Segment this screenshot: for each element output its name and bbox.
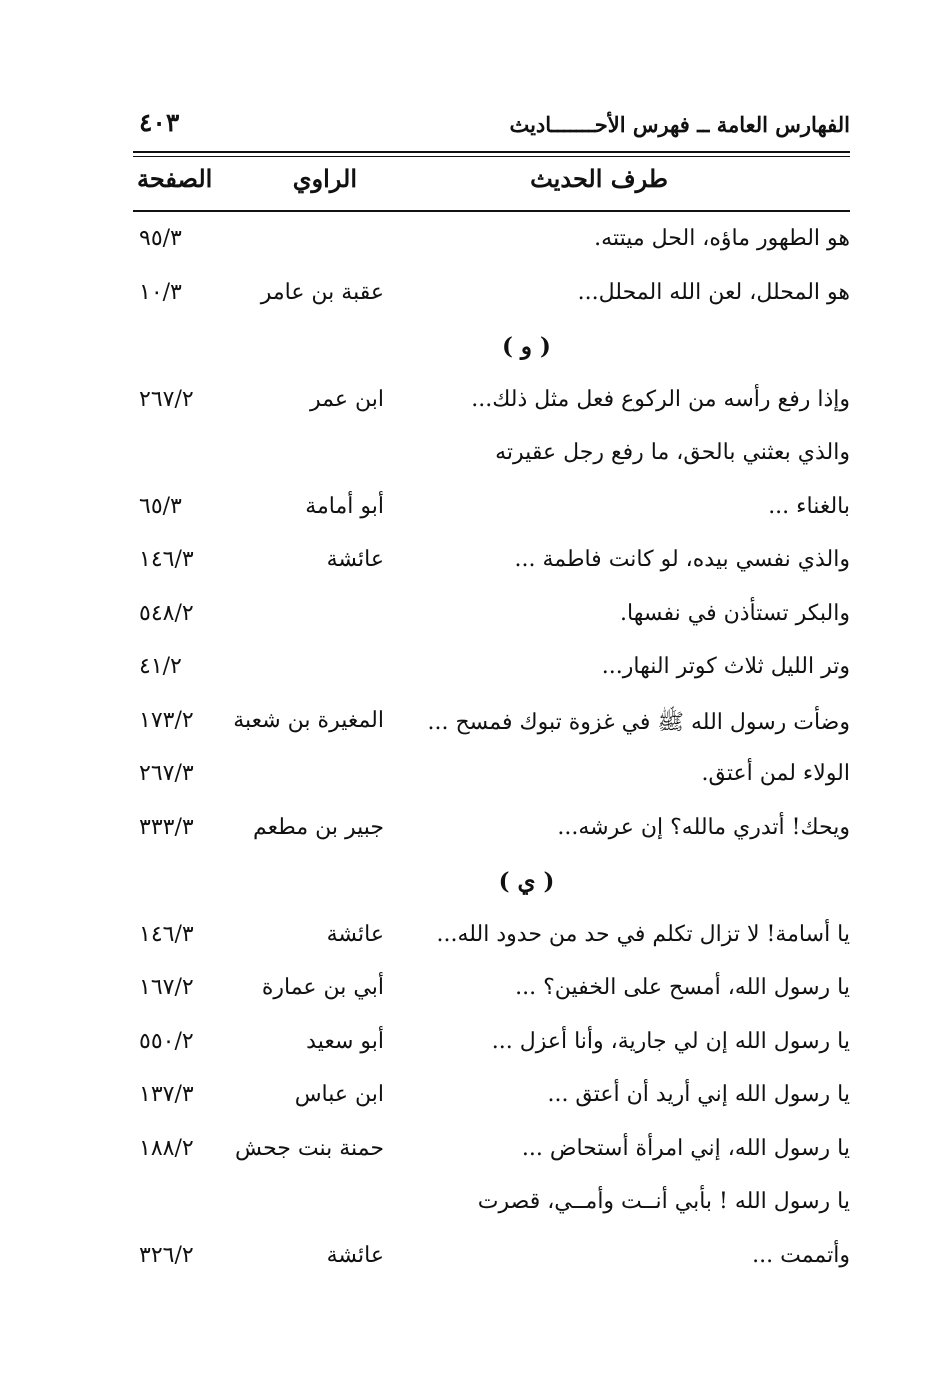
page-ref: ٢٦٧/٢ — [139, 386, 194, 412]
page-ref: ٤١/٢ — [139, 654, 182, 679]
narrator-name: أبي بن عمارة — [261, 975, 384, 1000]
narrator-name: المغيرة بن شعبة — [233, 707, 384, 733]
hadith-text: وأتممت ... — [752, 1242, 850, 1268]
table-row — [133, 1179, 850, 1233]
narrator-name: ابن عمر — [310, 386, 384, 412]
page-ref: ٥٥٠/٢ — [139, 1028, 194, 1054]
table-row — [133, 698, 850, 752]
hadith-text: هو المحلل، لعن الله المحلل... — [577, 279, 850, 305]
hadith-text: والذي نفسي بيده، لو كانت فاطمة ... — [514, 547, 850, 572]
hadith-text: يا رسول الله ! بأبي أنــت وأمــي، قصرت — [477, 1189, 850, 1214]
table-row — [133, 1019, 850, 1073]
narrator-name: حمنة بنت جحش — [235, 1135, 384, 1161]
hadith-text: هو الطهور ماؤه، الحل ميتته. — [594, 226, 850, 251]
index-table — [133, 216, 850, 1286]
table-row — [133, 751, 850, 805]
table-row — [133, 1126, 850, 1180]
narrator-name: عقبة بن عامر — [260, 279, 384, 305]
page-ref: ٩٥/٣ — [139, 226, 182, 251]
table-row — [133, 591, 850, 645]
header-rule-thin — [133, 156, 850, 157]
column-headers — [133, 164, 850, 204]
hadith-text: الولاء لمن أعتق. — [701, 761, 850, 786]
table-row — [133, 644, 850, 698]
narrator-name: عائشة — [326, 1242, 384, 1268]
page-ref: ١٤٦/٣ — [139, 547, 194, 572]
table-row — [133, 537, 850, 591]
running-header — [133, 108, 850, 144]
page-ref: ١٨٨/٢ — [139, 1135, 194, 1161]
hadith-text: ويحك! أتدري مالله؟ إن عرشه... — [557, 814, 850, 840]
hadith-text: يا رسول الله إني أريد أن أعتق ... — [547, 1082, 850, 1107]
hadith-text: يا رسول الله إن لي جارية، وأنا أعزل ... — [491, 1028, 850, 1054]
column-header-rule — [133, 210, 850, 212]
narrator-name: جبير بن مطعم — [253, 814, 384, 840]
hadith-text: يا أسامة! لا تزال تكلم في حد من حدود الله... — [436, 921, 850, 947]
table-row — [133, 430, 850, 484]
hadith-text: وضأت رسول الله ﷺ في غزوة تبوك فمسح ... — [427, 709, 850, 735]
column-header-narrator: الراوي — [292, 164, 357, 193]
page-ref: ٣٢٦/٢ — [139, 1242, 194, 1268]
table-row — [133, 965, 850, 1019]
narrator-name: ابن عباس — [294, 1082, 384, 1107]
narrator-name: أبو أمامة — [305, 493, 384, 519]
page-ref: ١٦٧/٢ — [139, 975, 194, 1000]
page-ref: ١٤٦/٣ — [139, 921, 194, 947]
section-heading-row — [133, 323, 850, 377]
hadith-text: يا رسول الله، إني امرأة أستحاض ... — [521, 1135, 850, 1161]
running-title: الفهارس العامة ــ فهرس الأحـــــــاديث — [509, 112, 850, 137]
page-ref: ١٣٧/٣ — [139, 1082, 194, 1107]
page-ref: ١٧٣/٢ — [139, 707, 194, 733]
table-row — [133, 216, 850, 270]
table-row — [133, 805, 850, 859]
section-letter: ( ي ) — [498, 868, 555, 895]
page-ref: ٥٤٨/٢ — [139, 600, 194, 626]
table-row — [133, 484, 850, 538]
table-row — [133, 912, 850, 966]
narrator-name: عائشة — [326, 547, 384, 572]
header-rule — [133, 151, 850, 153]
hadith-text: بالغناء ... — [768, 493, 850, 519]
index-page — [133, 0, 850, 1386]
hadith-text: يا رسول الله، أمسح على الخفين؟ ... — [515, 975, 850, 1000]
page-number: ٤٠٣ — [139, 108, 180, 137]
table-row — [133, 377, 850, 431]
section-heading-row — [133, 858, 850, 912]
narrator-name: عائشة — [326, 921, 384, 947]
table-row — [133, 1072, 850, 1126]
hadith-text: وإذا رفع رأسه من الركوع فعل مثل ذلك... — [471, 386, 850, 412]
hadith-text: والذي بعثني بالحق، ما رفع رجل عقيرته — [495, 440, 850, 465]
table-row — [133, 1233, 850, 1287]
hadith-text: وتر الليل ثلاث كوتر النهار... — [601, 654, 850, 679]
page-ref: ٦٥/٣ — [139, 493, 182, 519]
column-header-page: الصفحة — [137, 164, 213, 193]
page-ref: ٣٣٣/٣ — [139, 814, 194, 840]
section-letter: ( و ) — [502, 333, 551, 360]
column-header-hadith: طرف الحديث — [530, 164, 668, 193]
hadith-text: والبكر تستأذن في نفسها. — [620, 600, 850, 626]
narrator-name: أبو سعيد — [306, 1028, 384, 1054]
page-ref: ١٠/٣ — [139, 279, 182, 305]
table-row — [133, 270, 850, 324]
page-ref: ٢٦٧/٣ — [139, 761, 194, 786]
